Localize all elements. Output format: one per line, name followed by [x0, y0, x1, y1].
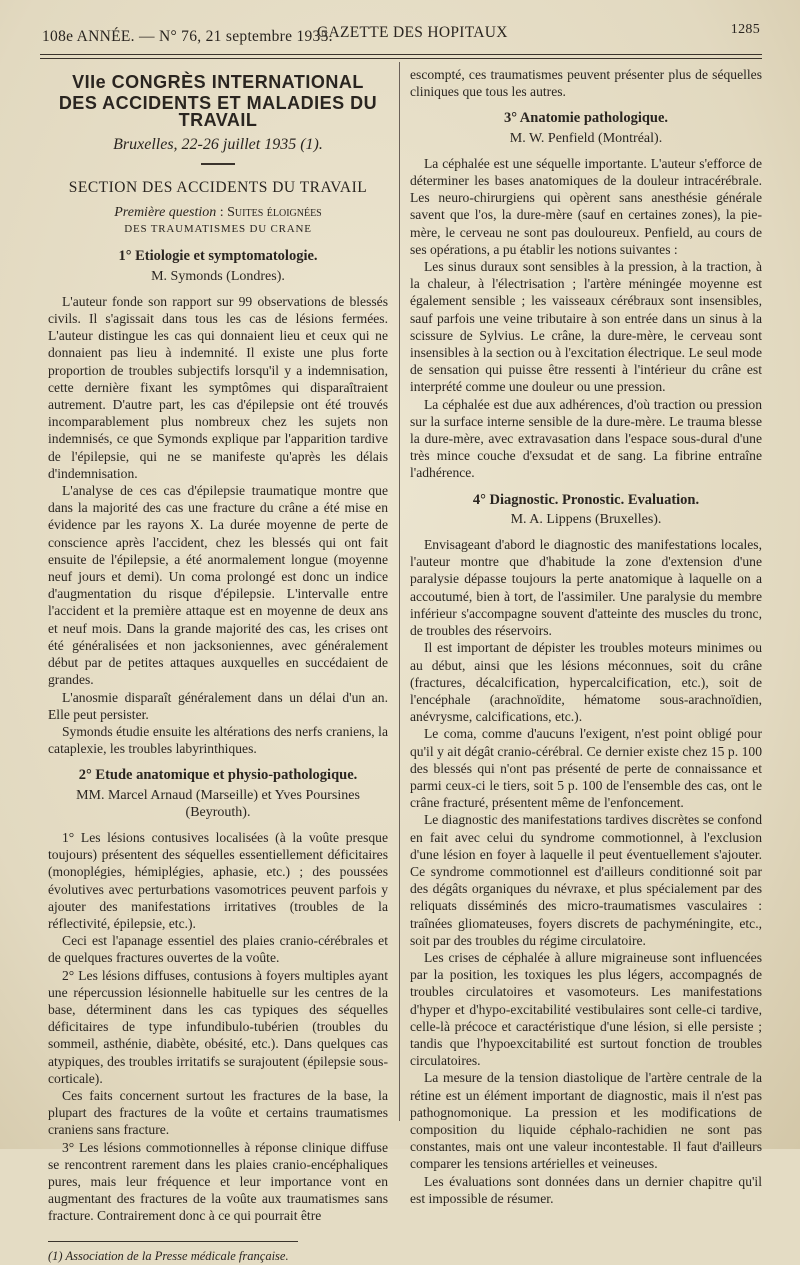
footnote: (1) Association de la Presse médicale française. — [48, 1248, 289, 1263]
paragraph: La céphalée est due aux adhérences, d'où traction ou pression sur la surface interne sensible de la dure-mère. Le trauma blesse la dure-mère, avec extravasation dans l'espace sous-dural d'une très mince couche d'exsudat et de sang. La fibrine entraîne l'adhérence. — [410, 396, 762, 481]
paragraph: La mesure de la tension diastolique de l'artère centrale de la rétine est un élément important de diagnostic, mais il n'est pas pathognomonique. La pression et les modifications de composition du liquide céphalo-rachidien ne sont pas constantes, mais ont une valeur incontestable. Il faut d'ailleurs comparer les tensions artérielles et veineuses. — [410, 1070, 762, 1172]
question-subtitle: DES TRAUMATISMES DU CRANE — [124, 223, 312, 236]
page-header — [42, 22, 760, 46]
paragraph: L'anosmie disparaît généralement dans un délai d'un an. Elle peut persister. — [48, 689, 388, 722]
congress-title-line1: VIIe CONGRÈS INTERNATIONAL — [72, 72, 364, 92]
section-1-heading: 1° Etiologie et symptomatologie. — [118, 248, 318, 265]
paragraph: Les crises de céphalée à allure migraineuse sont influencées par la position, les toxiques les plus légers, accompagnés de troubles circulatoires et vasomoteurs. Les manifestations d'hyper et d'hypo-excitabilité vestibulaires sont celle-ci tardive, celle-là précoce et caractéristique d'une lésion, si elle persiste ; tandis que l'hypoexcitabilité est surtout fonction de troubles circulatoires. — [410, 949, 762, 1069]
section-1-author: M. Symonds (Londres). — [151, 268, 285, 284]
paragraph: Le diagnostic des manifestations tardives discrètes se confond en fait avec celui du syndrome commotionnel, à l'exclusion d'une lésion en foyer à laquelle il peut éventuellement s'ajouter. Ce syndrome commotionnel est d'ailleurs conditionné soit par des dégâts organiques du névraxe, et plus spécialement par des reliquats disséminés des micro-traumatismes vasculaires : traînées gliomateuses, foyers discrets de pachyméningite, etc., soit par des troubles du régime circulatoire. — [410, 812, 762, 948]
section-2-heading: 2° Etude anatomique et physio-pathologique. — [78, 767, 358, 784]
question-heading — [48, 204, 388, 221]
section-4-heading: 4° Diagnostic. Pronostic. Evaluation. — [472, 491, 700, 508]
paragraph: Symonds étudie ensuite les altérations des nerfs craniens, la cataplexie, les troubles labyrinthiques. — [48, 723, 388, 757]
section-title: SECTION DES ACCIDENTS DU TRAVAIL — [68, 178, 368, 196]
section-3-heading: 3° Anatomie pathologique. — [503, 110, 669, 127]
paragraph: escompté, ces traumatismes peuvent présenter plus de séquelles cliniques que tous les autres. — [410, 67, 762, 100]
paragraph: 3° Les lésions commotionnelles à réponse clinique diffuse se rencontrent rarement dans les plaies cranio-encéphaliques pures, mais leur fréquence et leur importance vont en augmentant des fractures de la voûte aux traumatismes sans fracture. Contrairement donc à ce qui pourrait être — [48, 1139, 388, 1224]
header-rule-top — [40, 54, 762, 55]
paragraph: 2° Les lésions diffuses, contusions à foyers multiples ayant une répercussion lésionnelle habituelle sur les centres de la base, déterminent dans les cas typiques des séquelles déficitaires de type infundibulo-tubérien (troubles du sommeil, asthénie, diabète, obésité, etc.). Dans quelques cas atypiques, des troubles irritatifs se surajoutent (épilepsie sous-corticale). — [48, 967, 388, 1086]
congress-place-date: Bruxelles, 22-26 juillet 1935 (1). — [113, 135, 323, 153]
paragraph: Les évaluations sont données dans un dernier chapitre qu'il est impossible de résumer. — [410, 1173, 762, 1206]
question-text: : Suites éloignées — [216, 205, 322, 221]
page-number: 1285 — [730, 22, 760, 37]
paragraph: L'auteur fonde son rapport sur 99 observations de blessés civils. Il s'agissait dans tous les cas de lésions fermées. L'auteur distingue les cas qui donnaient lieu et ceux qui ne donnaient pas lieu à indemnité. Il existe une plus forte proportion de troubles subjectifs lorsqu'il y a indemnisation, cette dernière fixant les symptômes qui disparaîtraient autrement. D'autre part, les cas d'épilepsie ont été trouvés incomparablement plus nombreux chez les sujets non indemnisés, ce que Symonds explique par l'apparition tardive de l'épilepsie, qui ne se manifeste qu'après les délais d'indemnisation. — [48, 293, 388, 481]
section-2-authors: MM. Marcel Arnaud (Marseille) et Yves Poursines (Beyrouth). — [76, 787, 360, 820]
issue-info: 108e ANNÉE. — N° 76, 21 septembre 1935. — [42, 28, 333, 45]
paragraph: L'analyse de ces cas d'épilepsie traumatique montre que dans la majorité des cas une fracture du crâne a été mise en évidence par les rayons X. La durée moyenne de perte de conscience après l'accident, chez les blessés qui ont fait ensuite de l'épilepsie, a été anormalement longue (moyenne neuf jours et demi). Un coma prolongé est donc un indice d'augmentation du risque d'épilepsie. L'intervalle entre l'accident et la première attaque est en moyenne de deux ans et neuf mois. Dans la grande majorité des cas, les crises ont été généralisées et non jacksoniennes, avec généralement début par de petites attaques auxquelles en succédaient de grandes. — [48, 483, 388, 688]
paragraph: 1° Les lésions contusives localisées (à la voûte presque toujours) présentent des séquelles essentiellement déficitaires (monoplégies, hémiplégies, aphasie, etc.) ; des poussées évolutives avec perturbations vasomotrices peuvent parfois y ajouter des manifestations irritatives (troubles de la réflectivité, épilepsie, etc.). — [48, 829, 388, 931]
section-4-author: M. A. Lippens (Bruxelles). — [510, 511, 662, 527]
question-label: Première question — [114, 205, 217, 221]
congress-title-line2: DES ACCIDENTS ET MALADIES DU TRAVAIL — [58, 93, 378, 131]
paragraph: Les sinus duraux sont sensibles à la pression, à la traction, à la chaleur, à l'électrisation ; l'artère méningée moyenne est également sensible ; les vaisseaux cérébraux sont insensibles, sauf parfois une veine tributaire à son entrée dans un sinus à la scissure de Sylvius. Le crâne, la dure-mère, le cerveau sont insensibles à la section ou à l'excitation électrique. Le seul mode de sensation qui puisse être ressenti à l'intérieur du crâne est interprété comme une douleur ou une pression. — [410, 259, 762, 395]
paragraph: Le coma, comme d'aucuns l'exigent, n'est point obligé pour qu'il y ait dégât cranio-cérébral. Ce dernier existe chez 15 p. 100 des blessés qui n'ont pas présenté de perte de connaissance et parmi ceux-ci le tiers, soit 5 p. 100 de l'ensemble des cas, ont le crâne fracturé, présentent même de l'enfoncement. — [410, 726, 762, 811]
paragraph: Ceci est l'apanage essentiel des plaies cranio-cérébrales et de quelques fractures ouvertes de la voûte. — [48, 933, 388, 966]
column-divider — [399, 62, 400, 1121]
section-3-author: M. W. Penfield (Montréal). — [509, 130, 663, 146]
paragraph: Il est important de dépister les troubles moteurs minimes ou au début, ainsi que les lésions méconnues, soit du crâne (fractures, décalcification, hypercalcification, etc.), soit de l'encéphale (arachnoïdite, hématome sous-arachnoïdien, anévrysme, calcifications, etc.). — [410, 640, 762, 725]
footnote-rule — [48, 1241, 298, 1242]
header-rule-bottom — [40, 58, 762, 59]
journal-title: GAZETTE DES HOPITAUX — [317, 24, 508, 41]
paragraph: Envisageant d'abord le diagnostic des manifestations locales, l'auteur montre que d'habitude la zone d'extension d'une paralysie dépasse toujours la perte anatomique à laquelle on a accoutumé, bien à tort, de l'assimiler. Une paralysie du membre inférieur s'accompagne souvent d'atteinte des muscles du tronc, de troubles des réservoirs. — [410, 537, 762, 639]
paragraph: Ces faits concernent surtout les fractures de la base, la plupart des fractures de la voûte et certains traumatismes craniens sans fracture. — [48, 1087, 388, 1138]
title-divider — [201, 163, 235, 165]
right-column — [410, 66, 762, 1207]
paragraph: La céphalée est une séquelle importante. L'auteur s'efforce de déterminer les bases anatomiques de la douleur intracérébrale. Les neuro-chirurgiens qui opèrent sans anesthésie générale savent que l'os, la dure-mère (sauf en certaines zones), la pie-mère, le cerveau ne sont pas douloureux. Penfield, au cours de ses opérations, a pu établir les notions suivantes : — [410, 155, 762, 257]
left-column — [48, 66, 388, 1265]
